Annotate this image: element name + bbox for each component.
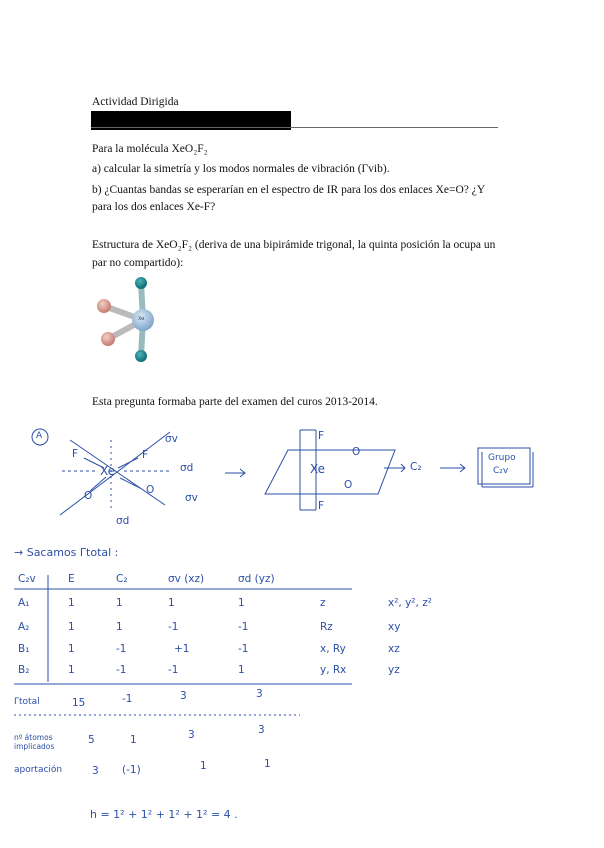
contrib-sv: 1 [200, 760, 207, 772]
table-cell: -1 [168, 621, 179, 633]
table-cell: -1 [168, 664, 179, 676]
atoms-c2: 1 [130, 734, 137, 746]
contrib-sd: 1 [264, 758, 271, 770]
sketch-sigma-d-bottom: σd [116, 515, 130, 527]
sketch-f-top: F [318, 430, 325, 442]
question-part-a: a) calcular la simetría y los modos normales de vibración (Γvib). [92, 163, 390, 175]
table-cell: +1 [174, 643, 190, 655]
table-cell: 1 [116, 597, 123, 609]
table-cell: 1 [68, 621, 75, 633]
table-cell: z [320, 597, 326, 609]
gamma-total-label: Γtotal [14, 697, 40, 707]
atoms-label-line2: implicados [14, 742, 55, 751]
table-cell: 1 [68, 643, 75, 655]
document-title: Actividad Dirigida [92, 96, 179, 108]
gamma-total-sv: 3 [180, 690, 187, 702]
structure-text-line1: Estructura de XeO₂F₂ (deriva de una bipirámide trigonal, la quinta posición la ocupa un [92, 239, 496, 251]
table-cell: x, Ry [320, 643, 346, 655]
table-header-cell: σd (yz) [238, 573, 275, 585]
sketch-o-lower: O [344, 479, 353, 491]
table-row-label: A₂ [18, 621, 30, 633]
question-part-b-line2: para los dos enlaces Xe-F? [92, 201, 216, 213]
contrib-c2: (-1) [122, 764, 141, 776]
table-header-cell: C₂v [18, 573, 36, 585]
sketch-sigma-v-top: σv [165, 433, 178, 445]
table-row-label: B₁ [18, 643, 30, 655]
gamma-total-e: 15 [72, 697, 86, 709]
gamma-total-sd: 3 [256, 688, 263, 700]
table-cell: 1 [168, 597, 175, 609]
table-cell: xz [388, 643, 400, 655]
sketch-xe-left: Xe [100, 464, 116, 478]
sketch-sigma-d-right: σd [180, 462, 194, 474]
table-cell: -1 [116, 643, 127, 655]
table-cell: 1 [68, 664, 75, 676]
contrib-label: aportación [14, 765, 63, 775]
calc-heading: → Sacamos Γtotal : [14, 546, 119, 559]
table-cell: xy [388, 621, 401, 633]
atoms-label-line1: nº átomos [14, 733, 53, 742]
group-label-line1: Grupo [488, 453, 516, 463]
table-cell: 1 [238, 597, 245, 609]
table-cell: x², y², z² [388, 597, 432, 609]
atoms-sv: 3 [188, 729, 195, 741]
contrib-e: 3 [92, 765, 99, 777]
label-a: A [36, 431, 43, 441]
atoms-e: 5 [88, 734, 95, 746]
table-cell: 1 [238, 664, 245, 676]
sketch-o-right: O [146, 484, 155, 496]
sketch-o-upper: O [352, 446, 361, 458]
atoms-sd: 3 [258, 724, 265, 736]
question-part-b-line1: b) ¿Cuantas bandas se esperarían en el espectro de IR para los dos enlaces Xe=O? ¿Y [92, 184, 486, 196]
table-cell: yz [388, 664, 400, 676]
table-cell: -1 [238, 643, 249, 655]
table-cell: y, Rx [320, 664, 347, 676]
table-cell: -1 [238, 621, 249, 633]
table-cell: 1 [116, 621, 123, 633]
table-cell: -1 [116, 664, 127, 676]
group-label-line2: C₂v [493, 466, 509, 476]
sketch-f-left: F [72, 448, 79, 460]
question-intro: Para la molécula XeO₂F₂ [92, 143, 208, 155]
sketch-xe-right: Xe [310, 462, 326, 476]
exam-note: Esta pregunta formaba parte del examen del curos 2013-2014. [92, 396, 378, 408]
sketch-f-bottom: F [318, 500, 325, 512]
sketch-sigma-v-bottom: σv [185, 492, 198, 504]
h-formula: h = 1² + 1² + 1² + 1² = 4 . [90, 808, 238, 821]
table-cell: 1 [68, 597, 75, 609]
table-header-cell: E [68, 573, 75, 585]
table-header-cell: σv (xz) [168, 573, 205, 585]
sketch-f-right: F [142, 449, 149, 461]
table-row-label: A₁ [18, 597, 30, 609]
model-xe-label: Xe [138, 316, 145, 322]
table-row-label: B₂ [18, 664, 30, 676]
sketch-c2-label: C₂ [410, 461, 422, 473]
sketch-o-left: O [84, 490, 93, 502]
gamma-total-c2: -1 [122, 693, 133, 705]
structure-text-line2: par no compartido): [92, 257, 184, 269]
table-cell: Rz [320, 621, 333, 633]
table-header-cell: C₂ [116, 573, 128, 585]
